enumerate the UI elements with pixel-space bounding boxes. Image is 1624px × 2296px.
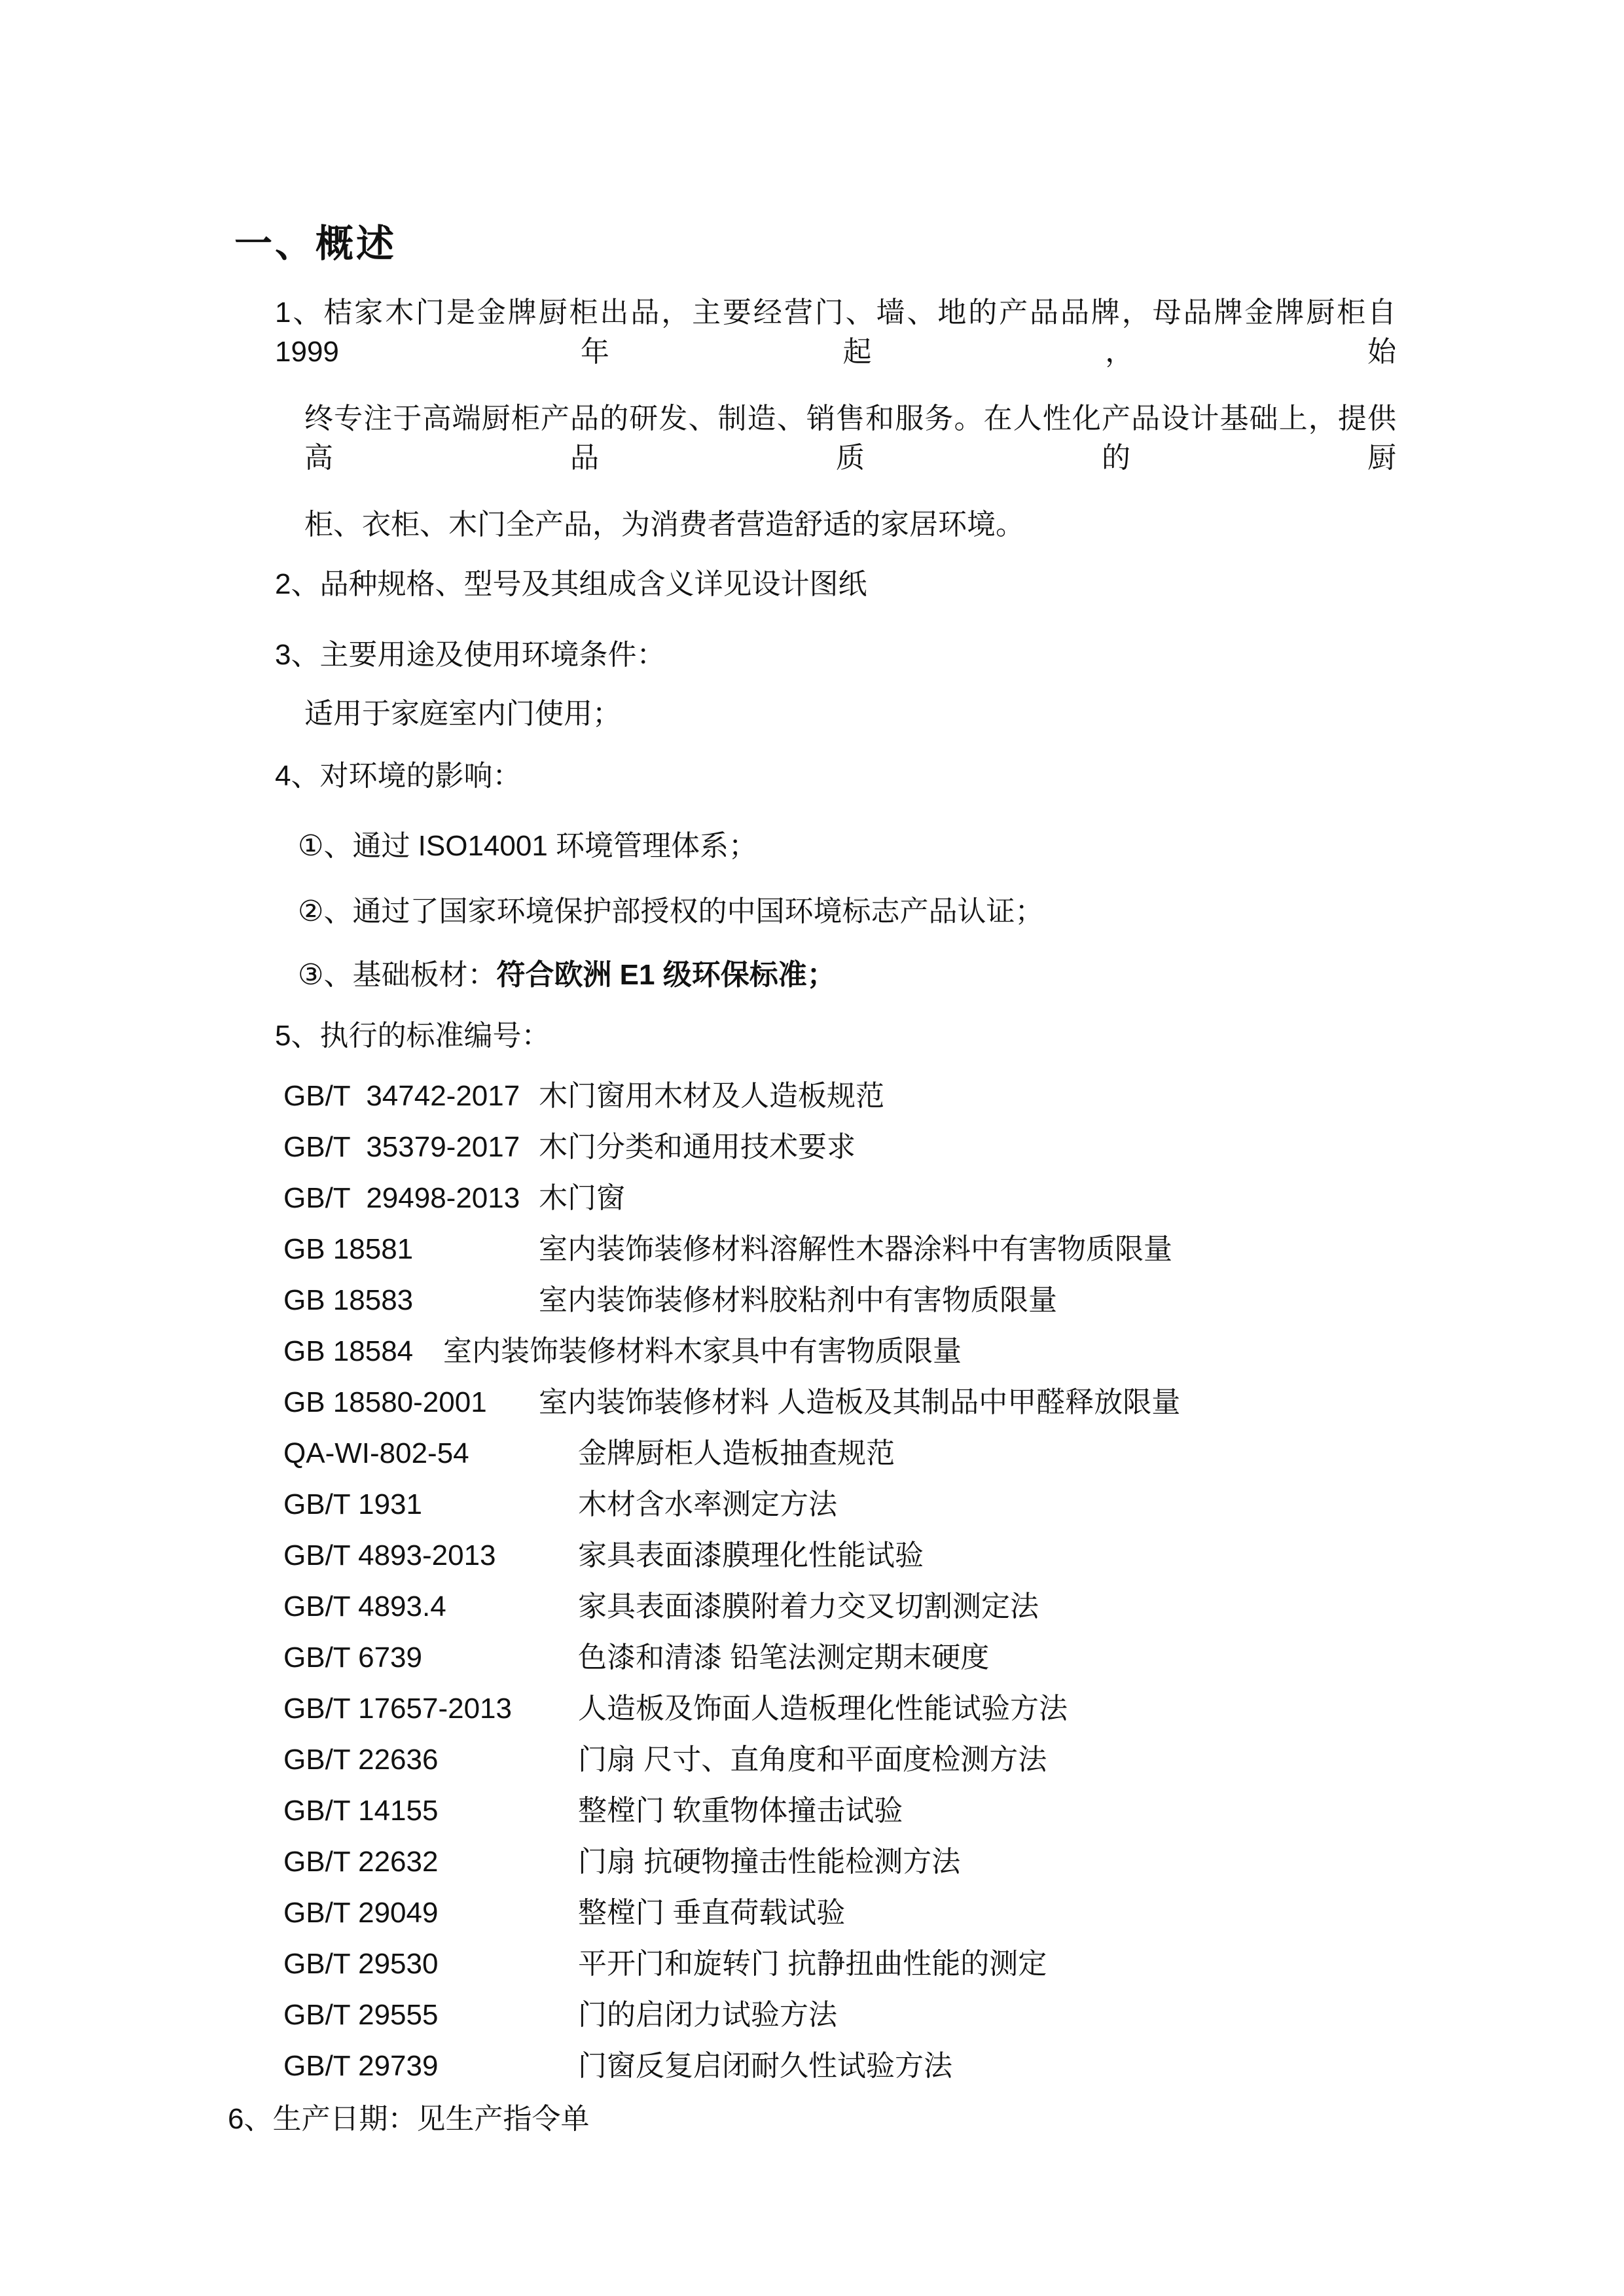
standard-row — [283, 1734, 1624, 1785]
list-item-4: 4、对环境的影响： — [275, 760, 522, 792]
standard-row — [283, 1530, 1624, 1581]
standard-name: 金牌厨柜人造板抽查规范 — [578, 1437, 895, 1469]
standard-name: 整樘门 软重物体撞击试验 — [578, 1795, 903, 1827]
standard-code: GB/T 17657-2013 — [283, 1693, 512, 1725]
standard-name: 人造板及饰面人造板理化性能试验方法 — [578, 1693, 1068, 1725]
standard-row — [283, 1071, 1624, 1122]
standard-row — [283, 1377, 1624, 1428]
standard-name: 门扇 抗硬物撞击性能检测方法 — [578, 1846, 961, 1878]
standard-row — [283, 2041, 1624, 2092]
standard-name: 家具表面漆膜附着力交叉切割测定法 — [578, 1590, 1039, 1623]
standard-row — [283, 1224, 1624, 1275]
standard-name: 门窗反复启闭耐久性试验方法 — [578, 2050, 952, 2082]
standard-name: 木门窗 — [539, 1182, 625, 1214]
standard-name: 门扇 尺寸、直角度和平面度检测方法 — [578, 1744, 1047, 1776]
standard-code: GB/T 4893.4 — [283, 1590, 446, 1623]
list-item-2: 2、品种规格、型号及其组成含义详见设计图纸 — [275, 568, 867, 600]
standard-name: 室内装饰装修材料木家具中有害物质限量 — [443, 1335, 962, 1367]
list-item-5: 5、执行的标准编号： — [275, 1020, 550, 1052]
standard-code: GB/T 29498-2013 — [283, 1182, 520, 1214]
standard-row — [283, 1939, 1624, 1990]
standard-code: GB 18581 — [283, 1233, 414, 1265]
standard-name: 门的启闭力试验方法 — [578, 1999, 837, 2031]
standard-code: GB/T 4893-2013 — [283, 1539, 496, 1571]
standard-name: 木门窗用木材及人造板规范 — [539, 1080, 884, 1112]
standard-code: GB/T 1931 — [283, 1488, 422, 1520]
standard-code: GB 18584 — [283, 1335, 414, 1367]
standard-name: 平开门和旋转门 抗静扭曲性能的测定 — [578, 1948, 1047, 1980]
standard-row — [283, 1632, 1624, 1683]
standard-name: 木门分类和通用技术要求 — [539, 1131, 856, 1163]
standard-code: GB/T 6739 — [283, 1641, 422, 1674]
standard-row — [283, 1173, 1624, 1224]
list-item-4-sub-2: ②、通过了国家环境保护部授权的中国环境标志产品认证； — [298, 895, 1044, 927]
standard-code: GB/T 14155 — [283, 1795, 439, 1827]
list-item-4-sub-3 — [298, 956, 1624, 995]
standard-name: 室内装饰装修材料胶粘剂中有害物质限量 — [539, 1284, 1057, 1316]
standard-row — [283, 1326, 1624, 1377]
standard-row — [283, 1479, 1624, 1530]
intro-paragraph-line-2: 终专注于高端厨柜产品的研发、制造、销售和服务。在人性化产品设计基础上，提供高品质的厨 — [304, 403, 1396, 474]
standard-row — [283, 1990, 1624, 2041]
standard-name: 家具表面漆膜理化性能试验 — [578, 1539, 924, 1571]
list-item-3-detail: 适用于家庭室内门使用； — [304, 698, 621, 730]
list-item-4-sub-1: ①、通过 ISO14001 环境管理体系； — [298, 830, 758, 862]
list-item-6: 6、生产日期：见生产指令单 — [228, 2103, 590, 2135]
standard-code: GB/T 29049 — [283, 1897, 439, 1929]
list-item-4-sub-3-label: ③、基础板材： — [298, 959, 497, 991]
standard-code: GB/T 29739 — [283, 2050, 439, 2082]
standard-code: GB/T 22636 — [283, 1744, 439, 1776]
standard-name: 整樘门 垂直荷载试验 — [578, 1897, 846, 1929]
standard-code: GB/T 29555 — [283, 1999, 439, 2031]
standard-row — [283, 1837, 1624, 1888]
standard-code: GB/T 29530 — [283, 1948, 439, 1980]
standard-row — [283, 1785, 1624, 1837]
standard-row — [283, 1888, 1624, 1939]
standard-code: GB 18580-2001 — [283, 1386, 487, 1418]
list-item-4-sub-3-bold-note: 符合欧洲 E1 级环保标准； — [496, 959, 836, 991]
standard-row — [283, 1683, 1624, 1734]
list-item-3: 3、主要用途及使用环境条件： — [275, 639, 666, 671]
standards-list — [283, 1071, 1624, 2092]
standard-row — [283, 1122, 1624, 1173]
section-heading: 一、概述 — [234, 223, 397, 265]
standard-name: 室内装饰装修材料溶解性木器涂料中有害物质限量 — [539, 1233, 1172, 1265]
standard-row — [283, 1581, 1624, 1632]
standard-code: GB/T 34742-2017 — [283, 1080, 520, 1112]
standard-name: 木材含水率测定方法 — [578, 1488, 837, 1520]
intro-paragraph-line-1: 1、桔家木门是金牌厨柜出品，主要经营门、墙、地的产品品牌，母品牌金牌厨柜自 1999 年起，始 — [275, 296, 1405, 368]
standard-row — [283, 1428, 1624, 1479]
standard-code: QA-WI-802-54 — [283, 1437, 469, 1469]
intro-paragraph-line-3: 柜、衣柜、木门全产品，为消费者营造舒适的家居环境。 — [304, 509, 1024, 541]
standard-code: GB/T 22632 — [283, 1846, 439, 1878]
standard-name: 色漆和清漆 铅笔法测定期末硬度 — [578, 1641, 990, 1674]
standard-code: GB 18583 — [283, 1284, 414, 1316]
standard-code: GB/T 35379-2017 — [283, 1131, 520, 1163]
standard-name: 室内装饰装修材料 人造板及其制品中甲醛释放限量 — [539, 1386, 1181, 1418]
standard-row — [283, 1275, 1624, 1326]
